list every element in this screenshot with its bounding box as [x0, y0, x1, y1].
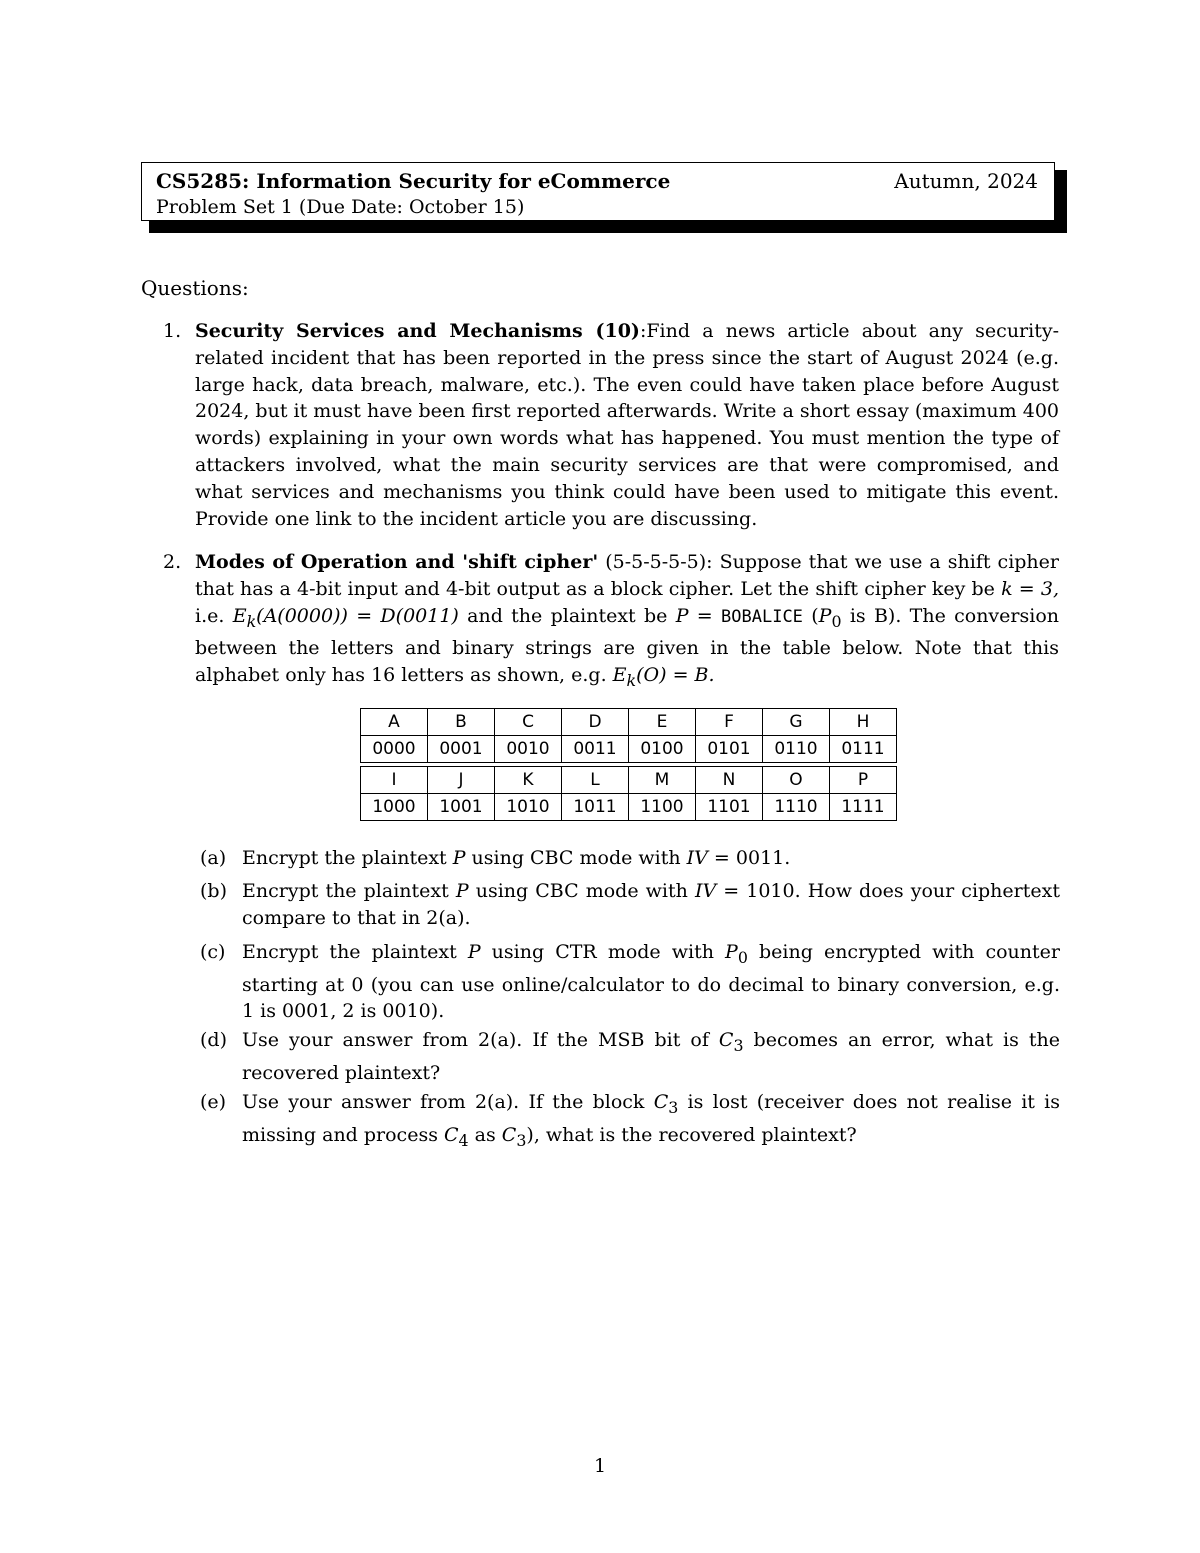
subquestion-label: (b)	[200, 880, 227, 902]
table-cell: F	[696, 709, 763, 736]
header-frame	[141, 162, 1055, 221]
text-run: Use your answer from 2(a). If the block	[242, 1091, 654, 1113]
question-body: (	[802, 604, 819, 627]
math-var: IV	[686, 847, 708, 869]
math-subscript: 3	[668, 1097, 679, 1117]
math-subscript: 3	[516, 1130, 527, 1150]
table-cell: J	[428, 767, 495, 794]
plaintext-value: BOBALICE	[721, 606, 803, 627]
math-var: P	[455, 880, 469, 902]
page-number: 1	[593, 1455, 607, 1477]
subquestion-d	[200, 1027, 1060, 1086]
question-2	[141, 549, 1059, 695]
subquestion-text	[242, 878, 1060, 932]
table-cell: 0000	[361, 736, 428, 763]
table-cell: 1001	[428, 794, 495, 821]
table-cell: 1101	[696, 794, 763, 821]
text-run: Encrypt the plaintext	[242, 847, 453, 869]
math-var: P	[725, 941, 738, 963]
text-run: Use your answer from 2(a). If the MSB bit of	[242, 1029, 719, 1051]
math-var: C	[718, 1029, 734, 1051]
subquestion-text	[242, 1089, 1060, 1154]
table-row	[361, 767, 897, 794]
math-var: P	[818, 604, 832, 627]
text-run: using CBC mode with	[465, 847, 687, 869]
table-cell: 1010	[495, 794, 562, 821]
math-var: C	[501, 1123, 517, 1146]
table-cell: D	[562, 709, 629, 736]
question-body: Suppose that we use a shift cipher that has a 4-bit input and 4-bit output as a block cipher. Let the shift cipher key be	[195, 551, 1059, 600]
text-run: = 0011.	[707, 847, 791, 869]
table-cell: 1100	[629, 794, 696, 821]
table-cell: A	[361, 709, 428, 736]
question-points: (5-5-5-5-5):	[598, 551, 713, 573]
subquestion-label: (e)	[200, 1091, 227, 1113]
math-expression: P =	[675, 604, 722, 627]
math-var: C	[444, 1123, 459, 1146]
question-text	[195, 549, 1059, 695]
subquestion-b	[200, 878, 1060, 932]
table-row	[361, 709, 897, 736]
table-cell: O	[763, 767, 830, 794]
table-cell: 0011	[562, 736, 629, 763]
table-cell: 0100	[629, 736, 696, 763]
question-number: 1.	[163, 320, 182, 342]
table-cell: 1011	[562, 794, 629, 821]
letter-binary-table	[360, 708, 897, 821]
table-cell: I	[361, 767, 428, 794]
subquestion-label: (a)	[200, 847, 227, 869]
subquestion-e	[200, 1089, 1060, 1154]
subquestion-text	[242, 845, 1060, 872]
table-row	[361, 736, 897, 763]
question-body: :Find a news article about any security-related incident that has been reported in the press since the start of August 2024 (e.g. large hack, data breach, malware, etc.). The even could have taken place before August 2024, but it must have been first reported afterwards. Write a short essay (maximum 400 words) explaining in your own words what has happened. You must mention the type of attackers involved, what the main security services are that were compromised, and what services and mechanisms you think could have been used to mitigate this event. Provide one link to the incident article you are discussing.	[195, 320, 1059, 530]
math-subscript: 4	[458, 1130, 469, 1150]
table-cell: 0111	[830, 736, 897, 763]
math-subscript: 0	[831, 611, 842, 631]
table-cell: K	[495, 767, 562, 794]
table-cell: 0110	[763, 736, 830, 763]
text-run: Encrypt the plaintext	[242, 880, 456, 902]
math-var: C	[653, 1091, 669, 1113]
question-body: The conversion between the letters and binary strings are given in the table below. Note that this alphabet only has 16 letters as shown, e.g.	[195, 604, 1059, 686]
table-cell: H	[830, 709, 897, 736]
table-cell: 1110	[763, 794, 830, 821]
question-body: and the plaintext be	[458, 604, 676, 627]
table-cell: P	[830, 767, 897, 794]
subquestion-text	[242, 1027, 1060, 1086]
text-run: Encrypt the plaintext	[242, 941, 468, 963]
table-cell: N	[696, 767, 763, 794]
questions-heading: Questions:	[141, 276, 249, 300]
table-cell: B	[428, 709, 495, 736]
problem-set-subtitle: Problem Set 1 (Due Date: October 15)	[156, 196, 525, 218]
question-body: is B).	[841, 604, 902, 627]
math-subscript: k	[246, 611, 257, 631]
text-run: ), what is the recovered plaintext?	[526, 1123, 857, 1146]
text-run: being encrypted with counter starting at 0 (you can use online/calculator to do decimal to binary conversion, e.g. 1 is 0001, 2 is 0010).	[242, 941, 1060, 1023]
math-var: E	[612, 663, 627, 686]
table-cell: E	[629, 709, 696, 736]
key-equation: k = 3,	[1001, 577, 1059, 600]
question-heading: Modes of Operation and 'shift cipher'	[195, 551, 599, 573]
table-cell: M	[629, 767, 696, 794]
table-cell: 0001	[428, 736, 495, 763]
header-box	[141, 162, 1068, 234]
table-row	[361, 794, 897, 821]
subquestion-text	[242, 939, 1060, 1025]
table-cell: G	[763, 709, 830, 736]
table-cell: 1000	[361, 794, 428, 821]
math-expression: (O) = B.	[636, 663, 715, 686]
subquestion-label: (d)	[200, 1029, 227, 1051]
math-var: P	[452, 847, 466, 869]
text-run: becomes an error, what is the recovered plaintext?	[242, 1029, 1060, 1084]
subquestion-c	[200, 939, 1060, 1025]
question-body: i.e.	[195, 604, 233, 627]
math-var: IV	[694, 880, 717, 902]
question-number: 2.	[163, 551, 182, 573]
table-cell: 1111	[830, 794, 897, 821]
term-label: Autumn, 2024	[894, 169, 1038, 193]
table-cell: L	[562, 767, 629, 794]
math-expression: (A(0000)) = D(0011)	[256, 604, 459, 627]
text-run: using CBC mode with	[468, 880, 695, 902]
course-title: CS5285: Information Security for eCommerce	[156, 169, 671, 193]
text-run: = 1010. How does your ciphertext compare to that in 2(a).	[242, 880, 1060, 929]
table-cell: 0010	[495, 736, 562, 763]
subquestion-a	[200, 845, 1060, 872]
text-run: as	[468, 1123, 502, 1146]
question-1	[141, 318, 1059, 532]
table-cell: 0101	[696, 736, 763, 763]
math-subscript: 3	[733, 1035, 744, 1055]
table-cell: C	[495, 709, 562, 736]
text-run: is lost (receiver does not realise it is missing and process	[242, 1091, 1060, 1146]
math-var: P	[467, 941, 481, 963]
math-subscript: 0	[737, 947, 748, 967]
subquestion-label: (c)	[200, 941, 226, 963]
math-var: E	[232, 604, 247, 627]
text-run: using CTR mode with	[480, 941, 726, 963]
question-text	[195, 318, 1059, 532]
question-heading: Security Services and Mechanisms (10)	[195, 320, 640, 342]
math-subscript: k	[626, 670, 637, 690]
